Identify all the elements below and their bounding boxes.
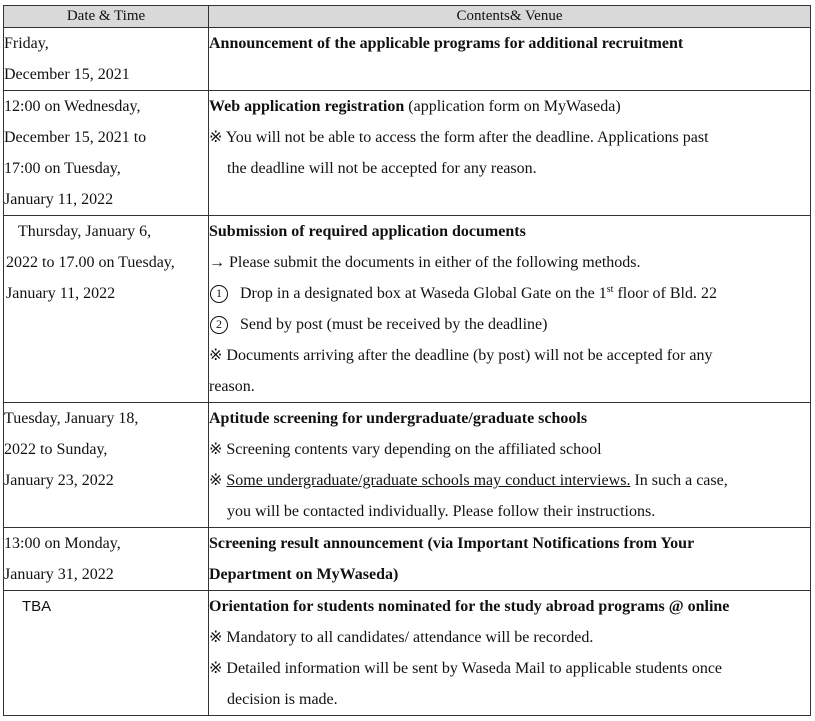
schedule-table — [3, 5, 811, 716]
note-tail: In such a case, — [630, 472, 728, 489]
date-line: December 15, 2021 — [4, 66, 130, 83]
underlined-note: Some undergraduate/graduate schools may conduct interviews. — [226, 472, 631, 489]
method-text: Send by post (must be received by the deadline) — [240, 316, 548, 333]
event-title: Submission of required application documents — [209, 223, 526, 240]
date-line: Friday, — [4, 35, 49, 52]
table-row — [4, 91, 811, 216]
date-cell — [4, 528, 209, 591]
header-row — [4, 6, 811, 28]
note-line: ※ You will not be able to access the form after the deadline. Applications past — [209, 129, 709, 146]
date-line: January 31, 2022 — [4, 566, 114, 583]
table-row — [4, 591, 811, 716]
event-title: Orientation for students nominated for the study abroad programs @ online — [209, 598, 730, 615]
date-line: 12:00 on Wednesday, — [4, 98, 141, 115]
note-line: the deadline will not be accepted for any reason. — [227, 160, 537, 177]
date-line: Tuesday, January 18, — [4, 410, 139, 427]
date-line: January 11, 2022 — [6, 285, 116, 302]
note-line: ※ Detailed information will be sent by Waseda Mail to applicable students once — [209, 660, 723, 677]
note-line: ※ Mandatory to all candidates/ attendance will be recorded. — [209, 629, 594, 646]
date-line: TBA — [22, 598, 52, 615]
table-row — [4, 28, 811, 91]
date-cell — [4, 591, 209, 716]
event-title: Web application registration — [209, 98, 405, 115]
content-cell — [209, 216, 811, 403]
date-line: January 23, 2022 — [4, 472, 114, 489]
content-cell — [209, 28, 811, 91]
note-mark: ※ — [209, 472, 227, 489]
event-title-line: Screening result announcement (via Important Notifications from Your — [209, 535, 695, 552]
date-line: 2022 to 17.00 on Tuesday, — [6, 254, 175, 271]
event-title: Aptitude screening for undergraduate/graduate schools — [209, 410, 588, 427]
date-cell — [4, 403, 209, 528]
event-title-suffix: (application form on MyWaseda) — [404, 98, 621, 115]
date-line: 2022 to Sunday, — [4, 441, 108, 458]
date-line: Thursday, January 6, — [18, 223, 152, 240]
event-title-line — [209, 91, 810, 122]
method-option-2 — [209, 309, 810, 340]
table-row — [4, 528, 811, 591]
method-option-1 — [209, 278, 810, 309]
note-line: you will be contacted individually. Please follow their instructions. — [227, 503, 656, 520]
instruction-line: → Please submit the documents in either of the following methods. — [209, 254, 641, 271]
circled-number-1-icon: 1 — [210, 285, 228, 303]
date-cell — [4, 28, 209, 91]
date-line: 17:00 on Tuesday, — [4, 160, 121, 177]
ordinal-suffix: st — [606, 284, 614, 295]
circled-number-2-icon: 2 — [210, 316, 228, 334]
content-cell — [209, 591, 811, 716]
content-cell — [209, 403, 811, 528]
note-line: reason. — [209, 378, 255, 395]
note-line — [209, 465, 810, 496]
date-time-header: Date & Time — [4, 6, 209, 28]
date-line: 13:00 on Monday, — [4, 535, 121, 552]
table-row — [4, 403, 811, 528]
method-text: Drop in a designated box at Waseda Global Gate on the 1 — [240, 285, 607, 302]
date-line: January 11, 2022 — [4, 191, 114, 208]
content-cell — [209, 528, 811, 591]
event-title-line: Department on MyWaseda) — [209, 566, 399, 583]
date-cell — [4, 91, 209, 216]
event-title: Announcement of the applicable programs for additional recruitment — [209, 35, 684, 52]
date-line: December 15, 2021 to — [4, 129, 147, 146]
method-text-tail: floor of Bld. 22 — [613, 285, 717, 302]
note-line: ※ Screening contents vary depending on the affiliated school — [209, 441, 602, 458]
note-line: ※ Documents arriving after the deadline (by post) will not be accepted for any — [209, 347, 713, 364]
date-cell — [4, 216, 209, 403]
table-row — [4, 216, 811, 403]
note-line: decision is made. — [227, 691, 338, 708]
content-cell — [209, 91, 811, 216]
contents-venue-header: Contents& Venue — [209, 6, 811, 28]
